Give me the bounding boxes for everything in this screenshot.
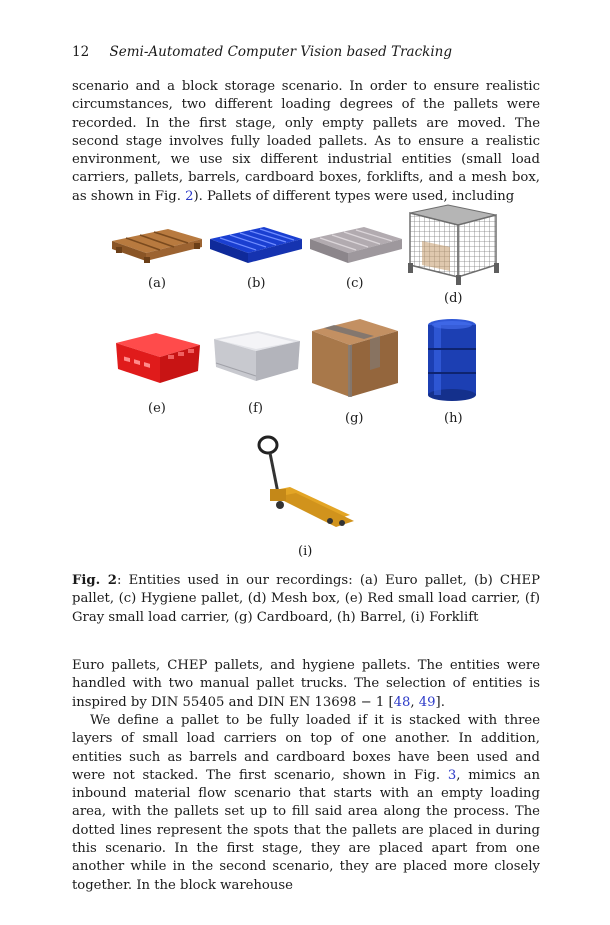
paragraph-3 [72, 712, 540, 895]
paragraph-1 [72, 78, 540, 206]
label-h: (h) [444, 411, 463, 426]
ref-49-link[interactable]: 49 [418, 694, 436, 710]
chep-pallet-image [206, 219, 304, 267]
hygiene-pallet-image [306, 219, 404, 267]
label-f: (f) [248, 401, 263, 416]
label-e: (e) [148, 401, 166, 416]
paragraph-3-end: , mimics an inbound material flow scenario that starts with an empty loading area, with the pallets set up to fill said area along the process. The dotted lines represent the spots that the pallets are placed in during this scenario. In the first stage, they are placed apart from one another while in the second scenario, they are placed more closely together. In the block warehouse [72, 767, 541, 893]
label-c: (c) [346, 276, 364, 291]
label-i: (i) [298, 544, 313, 559]
paragraph-2-text: Euro pallets, CHEP pallets, and hygiene pallets. The entities were handled with two manual pallet trucks. The selection of entities is inspired by DIN 55405 and DIN EN 13698 − 1 [ [72, 658, 540, 710]
figure-2 [0, 195, 610, 575]
gray-small-load-carrier-image [210, 327, 302, 389]
page-number: 12 [72, 44, 90, 60]
fig-3-reference-link[interactable]: 3 [447, 767, 457, 783]
paragraph-3-text: We define a pallet to be fully loaded if it is stacked with three layers of small load carriers on top of one another. In addition, entities such as barrels and cardboard boxes have been used and were not stacked. The first scenario, shown in Fig. [72, 713, 540, 783]
page-header [72, 44, 452, 60]
red-small-load-carrier-image [112, 327, 204, 389]
label-d: (d) [444, 291, 463, 306]
forklift-image [256, 435, 356, 531]
label-b: (b) [247, 276, 266, 291]
caption-text: : Entities used in our recordings: (a) Euro pallet, (b) CHEP pallet, (c) Hygiene pallet, (d) Mesh box, (e) Red small load carrier, (f) Gray small load carrier, (g) Cardboard, (h) Barrel, (i) Forklift [72, 573, 540, 625]
label-g: (g) [345, 411, 364, 426]
running-title: Semi-Automated Computer Vision based Tracking [109, 44, 452, 60]
euro-pallet-image [108, 219, 204, 265]
paragraph-2 [72, 657, 540, 712]
caption-label: Fig. 2 [72, 573, 117, 588]
paragraph-1-text: scenario and a block storage scenario. In order to ensure realistic circumstances, two different loading degrees of the pallets were recorded. In the first stage, only empty pallets are moved. The second stage involves fully loaded pallets. As to ensure a realistic environment, we use six different industrial entities (small load carriers, pallets, barrels, cardboard boxes, forklifts, and a mesh box, as shown in Fig. [72, 79, 540, 204]
figure-caption [72, 572, 540, 627]
cardboard-image [308, 317, 402, 401]
barrel-image [424, 317, 480, 403]
paragraph-1-end: ). Pallets of different types were used, including [193, 188, 515, 204]
fig-2-reference-link[interactable]: 2 [185, 188, 194, 204]
mesh-box-image [404, 201, 500, 287]
label-a: (a) [148, 276, 166, 291]
paragraph-2-end: ]. [435, 694, 445, 710]
ref-48-link[interactable]: 48 [393, 694, 411, 710]
ref-separator: , [410, 694, 419, 710]
